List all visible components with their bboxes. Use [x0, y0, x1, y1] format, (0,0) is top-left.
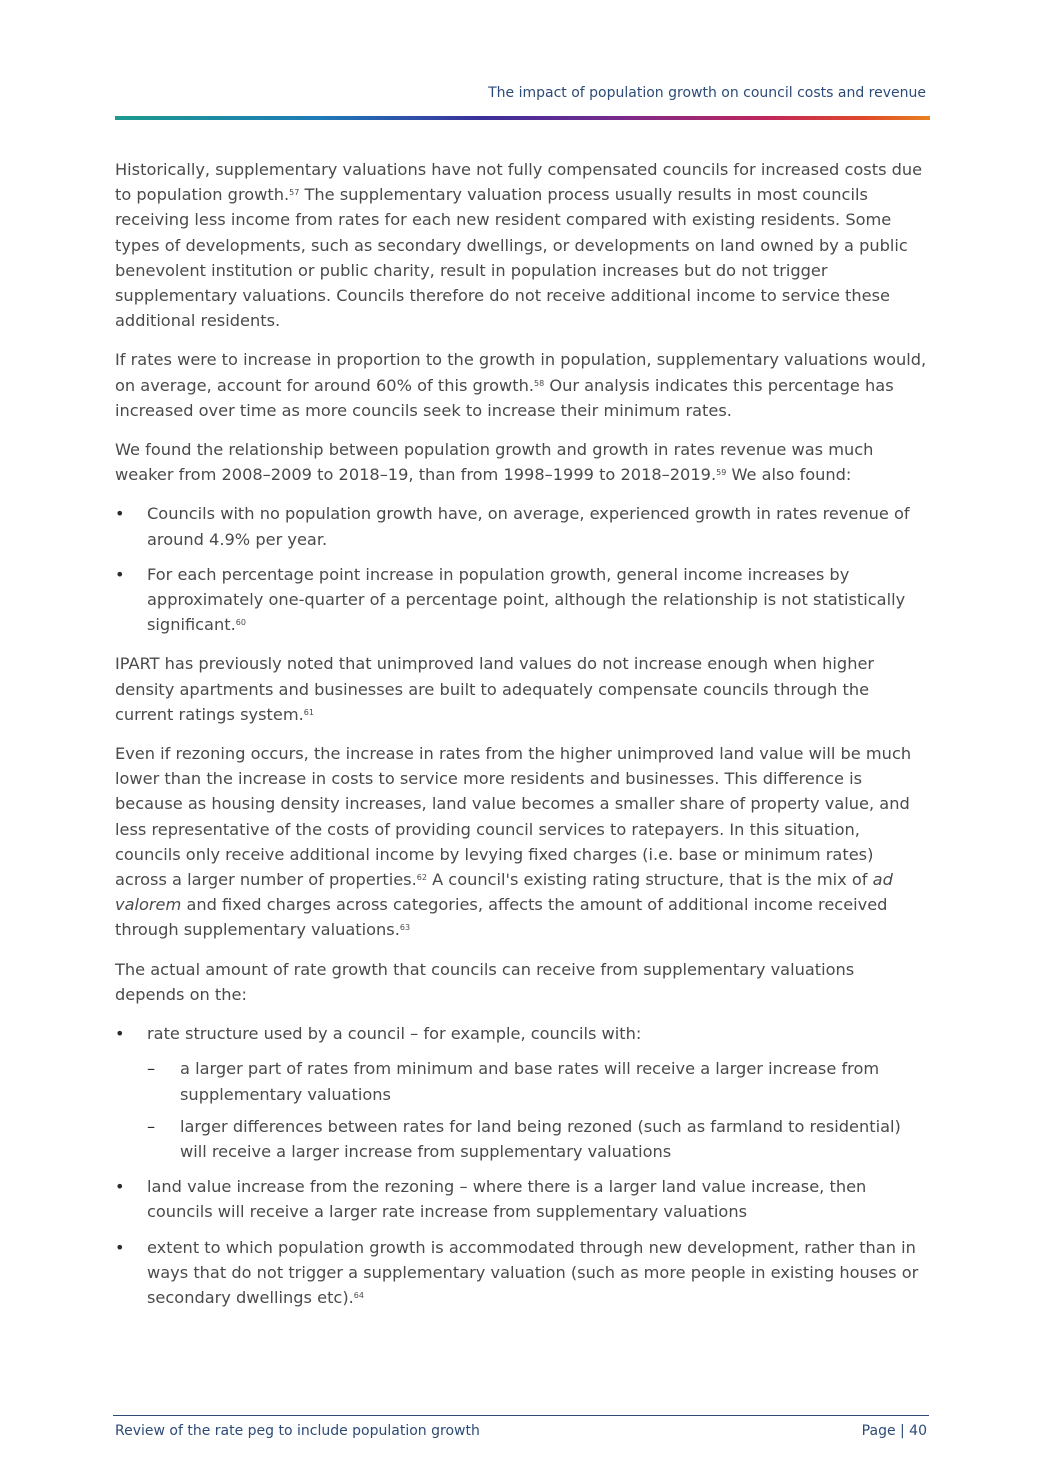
- footnote-ref-58[interactable]: 58: [534, 378, 545, 388]
- list-item: • rate structure used by a council – for example, councils with: – a larger part of rates from minimum and base rates will receive a larger increase from supplementary valuations – larger differences between rates for land being rezoned (such as farmland to residential) will receive a larger increase from supplementary valuations: [115, 1021, 927, 1164]
- dash-icon: –: [147, 1116, 156, 1136]
- footer-rule: [113, 1415, 929, 1416]
- footnote-ref-64[interactable]: 64: [353, 1290, 364, 1300]
- paragraph-5: Even if rezoning occurs, the increase in rates from the higher unimproved land value will be much lower than the increase in costs to service more residents and businesses. This difference is because as housing density increases, land value becomes a smaller share of property value, and less representative of the costs of providing council services to ratepayers. In this situation, councils only receive additional income by levying fixed charges (i.e. base or minimum rates) across a larger number of properties.$^{62}$ A council's existing rating structure, that is the mix of ad valorem and fixed charges across categories, affects the amount of additional income received through supplementary valuations.$^{63}$: [115, 744, 912, 940]
- footnote-ref-59[interactable]: 59: [716, 468, 727, 478]
- footnote-ref-62[interactable]: 62: [416, 873, 427, 883]
- paragraph-1: Historically, supplementary valuations have not fully compensated councils for increased costs due to population growth.$^{57}$ The supplementary valuation process usually results in most councils receiving less income from rates for each new resident compared with existing residents. Some types of developments, such as secondary dwellings, or developments on land owned by a public benevolent institution or public charity, result in population increases but do not trigger supplementary valuations. Councils therefore do not receive additional income to service these additional residents.: [115, 160, 923, 331]
- list-item: • Councils with no population growth have, on average, experienced growth in rates revenue of around 4.9% per year.: [115, 501, 927, 551]
- footer-document-title: Review of the rate peg to include population growth: [115, 1423, 480, 1439]
- page-number: Page | 40: [861, 1423, 927, 1439]
- bullet-icon: •: [115, 1024, 125, 1044]
- paragraph-3: We found the relationship between population growth and growth in rates revenue was much weaker from 2008–2009 to 2018–19, than from 1998–1999 to 2018–2019.59 We also found:: [115, 440, 874, 485]
- list-item: • land value increase from the rezoning – where there is a larger land value increase, then councils will receive a larger rate increase from supplementary valuations: [115, 1174, 927, 1224]
- bullet-icon: •: [115, 1177, 125, 1197]
- sub-list-item: – a larger part of rates from minimum and base rates will receive a larger increase from supplementary valuations: [147, 1056, 927, 1106]
- list-item: • For each percentage point increase in population growth, general income increases by approximately one-quarter of a percentage point, although the relationship is not statistically significant.$^{60}$: [115, 562, 927, 638]
- list-item: • extent to which population growth is accommodated through new development, rather than in ways that do not trigger a supplementary valuation (such as more people in existing houses or secondary dwellings etc).$^{64}$: [115, 1235, 927, 1311]
- findings-list: [115, 501, 927, 637]
- footnote-ref-61[interactable]: 61: [303, 707, 314, 717]
- factors-list: [115, 1021, 927, 1310]
- footnote-ref-63[interactable]: 63: [399, 923, 411, 933]
- bullet-icon: •: [115, 1237, 125, 1257]
- sub-list: [147, 1056, 927, 1164]
- paragraph-2: If rates were to increase in proportion to the growth in population, supplementary valuations would, on average, account for around 60% of this growth.$^{58}$ Our analysis indicates this percentage has increased over time as more councils seek to increase their minimum rates.: [115, 350, 927, 420]
- paragraph-4: IPART has previously noted that unimproved land values do not increase enough when higher density apartments and businesses are built to adequately compensate councils through the current ratings system.$^{61}$: [115, 654, 875, 724]
- page-body: [115, 157, 927, 1324]
- sub-list-item: – larger differences between rates for land being rezoned (such as farmland to residential) will receive a larger increase from supplementary valuations: [147, 1114, 927, 1164]
- footnote-ref-60[interactable]: 60: [235, 618, 246, 628]
- bullet-icon: •: [115, 504, 125, 524]
- paragraph-6: The actual amount of rate growth that councils can receive from supplementary valuations depends on the:: [115, 959, 855, 1004]
- header-gradient-rule: [115, 116, 930, 120]
- bullet-icon: •: [115, 564, 125, 584]
- dash-icon: –: [147, 1059, 156, 1079]
- running-header-title: The impact of population growth on council costs and revenue: [488, 85, 926, 101]
- footnote-ref-57[interactable]: 57: [289, 188, 300, 198]
